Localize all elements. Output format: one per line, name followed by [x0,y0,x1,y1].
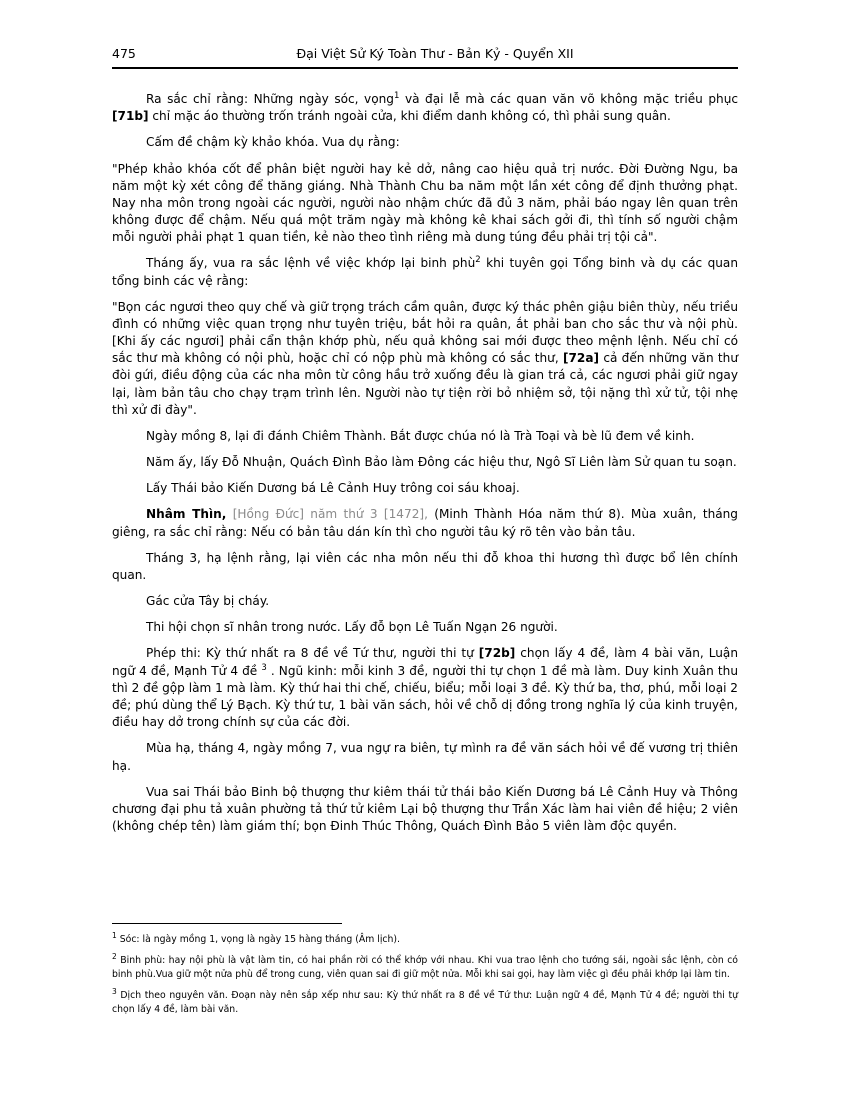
paragraph-14: Mùa hạ, tháng 4, ngày mồng 7, vua ngự ra biên, tự mình ra đề văn sách hỏi về đế vương trị thiên hạ. [112,741,738,773]
footnote-3 [112,986,738,1016]
paragraph-2: Cấm đề chậm kỳ khảo khóa. Vua dụ rằng: [146,135,400,150]
footnote-2 [112,954,738,981]
footnote-3-marker: 3 [112,986,117,996]
paragraph-12: Thi hội chọn sĩ nhân trong nước. Lấy đỗ bọn Lê Tuấn Ngạn 26 người. [146,620,558,635]
footnote-1 [112,930,738,946]
paragraph-6: Ngày mồng 8, lại đi đánh Chiêm Thành. Bắt được chúa nó là Trà Toại và bè lũ đem về kinh. [146,428,695,443]
footnote-3-text: Dịch theo nguyên văn. Đoạn này nên sắp xếp như sau: Kỳ thứ nhất ra 8 đề về Tứ thư: Luận ngữ 4 đề, Mạnh Tử 4 đề; người thi tự chọn lấy 4 đề, làm bài văn. [112,990,738,1015]
document-body [112,91,738,835]
paragraph-1-part-b: và đại lễ mà các quan văn võ không mặc triều phục [399,92,739,106]
footnotes-section [112,923,738,1024]
footnote-1-text: Sóc: là ngày mồng 1, vọng là ngày 15 hàng tháng (Âm lịch). [116,933,401,945]
paragraph-7: Năm ấy, lấy Đỗ Nhuận, Quách Đình Bảo làm Đông các hiệu thư, Ngô Sĩ Liên làm Sử quan tu soạn. [146,455,737,470]
paragraph-11: Gác cửa Tây bị cháy. [146,594,270,609]
footnote-1-marker: 1 [112,930,117,940]
paragraph-13-part-c: . Ngũ kinh: mỗi kinh 3 đề, người thi tự chọn 1 đề mà làm. Duy kinh Xuân thu thì 2 đề gộp làm 1 mà làm. Kỳ thứ hai thi chế, chiếu, biểu; mỗi loại 3 đề. Kỳ thứ ba, thơ, phú, mỗi loại 2 đề; phú dùng thể Lý Bạch. Kỳ thứ tư, 1 bài văn sách, hỏi về chỗ dị đồng trong nghĩa lý của kinh truyện, điều hay dở trong chính sự của các đời. [112,663,738,730]
paragraph-3: "Phép khảo khóa cốt để phân biệt người hay kẻ dở, nâng cao hiệu quả trị nước. Đời Đường Ngu, ba năm một kỳ xét công để thăng giáng. Nhà Thành Chu ba năm một lần xét công để định thưởng phạt. Nay nha môn trong ngoài các người, người nào nhậm chức đã đủ 3 năm, phải báo ngay lên quan trên không được để chậm. Nếu quá một trăm ngày mà không kê khai sách gởi đi, thì tính số người chậm mỗi người phải phạt 1 quan tiền, kẻ nào theo tình riêng mà dung túng đều phải trị tội cả". [112,161,738,245]
paragraph-1-part-a: Ra sắc chỉ rằng: Những ngày sóc, vọng [146,92,394,106]
footnote-2-text: Binh phù: hay nội phù là vật làm tin, có hai phần rời có thể khớp với nhau. Khi vua trao lệnh cho tướng sái, ngoài sắc lệnh, còn có binh phù.Vua giữ một nửa phù để trong cung, viên quan sai đi giữ một nửa. Mỗi khi sai gọi, hay làm việc gì đều phải khớp lại làm tin. [112,955,738,980]
header-divider [112,67,738,69]
paragraph-4 [112,255,738,289]
year-reign-grey: [Hồng Đức] năm thứ 3 [1472], [226,507,435,522]
footnote-2-marker: 2 [112,952,117,962]
paragraph-5 [112,299,738,419]
paragraph-5-part-a: "Bọn các ngươi theo quy chế và giữ trọng trách cầm quân, được ký thác phên giậu biên thùy, nếu triều đình có những việc quan trọng như tuyên triệu, bắt hỏi ra quân, ắt phải ban cho sắc thư và nội phù. [Khi ấy các ngươi] phải cẩn thận khớp phù, nếu quả không sai mới được theo mệnh lệnh. Nếu chỉ có sắc thư mà không có nội phù, hoặc chỉ có nộp phù mà không có sắc thư, [112,299,738,366]
footnote-ref-3: 3 [261,662,267,673]
paragraph-4-part-a: Tháng ấy, vua ra sắc lệnh về việc khớp lại binh phù [146,256,476,271]
paragraph-10: Tháng 3, hạ lệnh rằng, lại viên các nha môn nếu thi đỗ khoa thi hương thì được bổ lên chính quan. [112,550,738,582]
paragraph-4-part-b: khi tuyên gọi Tổng binh và dụ các quan tổng binh các vệ rằng: [112,256,738,288]
paragraph-13 [112,645,738,731]
paragraph-1-part-c: chỉ mặc áo thường trốn tránh ngoài cửa, khi điểm danh không có, thì phải sung quân. [148,109,671,124]
paragraph-8: Lấy Thái bảo Kiến Dương bá Lê Cảnh Huy trông coi sáu khoaj. [146,481,520,496]
paragraph-5-part-b: cả đến những văn thư đòi gứi, điều động của các nha môn từ công hầu trở xuống đều là gian trá cả, các ngươi phải giữ ngay lại, làm bản tâu cho chạy trạm trình lên. Người nào tự tiện rời bỏ nhiệm sở, tội nặng thì xử tử, tội nhẹ thì xử đi đày". [112,351,738,417]
paragraph-15: Vua sai Thái bảo Binh bộ thượng thư kiêm thái tử thái bảo Kiến Dương bá Lê Cảnh Huy và Thông chương đại phu tả xuân phường tả thứ tử kiêm Lại bộ thượng thư Trần Xác làm hai viên đề hiệu; 2 viên (không chép tên) làm giám thí; bọn Đinh Thúc Thông, Quách Đình Bảo 5 viên làm độc quyền. [112,784,738,834]
paragraph-1 [112,91,738,125]
header-title: Đại Việt Sử Ký Toàn Thư - Bản Kỷ - Quyển XII [296,46,574,61]
page-number: 475 [112,46,136,61]
folio-mark-72a: [72a] [562,351,600,366]
footnote-divider [112,923,342,924]
folio-mark-71b: [71b] [112,109,149,124]
year-name-bold: Nhâm Thìn, [146,507,227,522]
paragraph-9 [112,506,738,540]
page-header [112,46,738,67]
footnote-ref-1: 1 [393,90,400,101]
paragraph-9-rest: (Minh Thành Hóa năm thứ 8). Mùa xuân, tháng giêng, ra sắc chỉ rằng: Nếu có bản tâu dán kín thì cho người tâu ký rõ tên vào bản tâu. [112,507,738,539]
folio-mark-72b: [72b] [478,646,516,661]
paragraph-13-part-b: chọn lấy 4 đề, làm 4 bài văn, Luận ngữ 4 đề, Mạnh Tử 4 đề [112,646,738,678]
footnote-ref-2: 2 [475,255,481,266]
paragraph-13-part-a: Phép thi: Kỳ thứ nhất ra 8 đề về Tứ thư, người thi tự [146,646,479,661]
